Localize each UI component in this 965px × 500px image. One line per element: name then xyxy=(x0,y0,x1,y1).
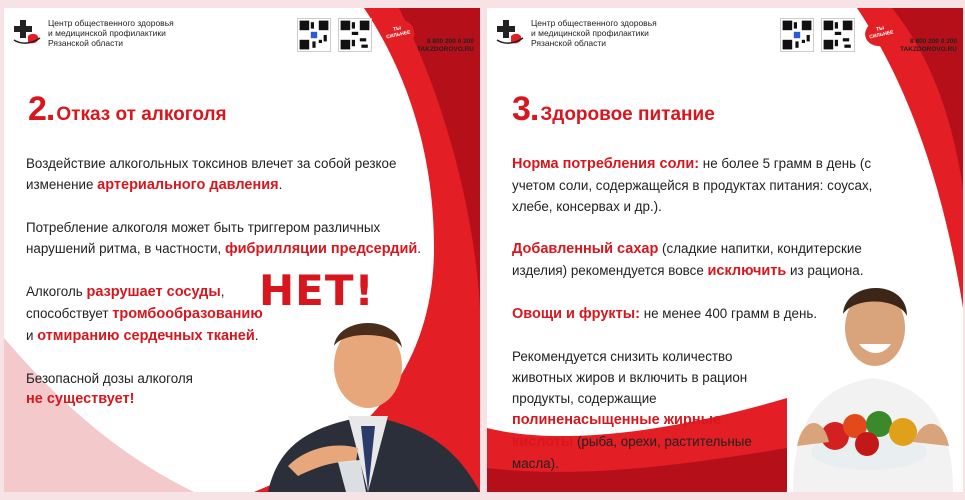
phone-number[interactable]: 8 800 200 0 200 xyxy=(910,38,957,45)
qr-code-vk[interactable] xyxy=(297,18,331,52)
slide-nutrition xyxy=(487,8,963,492)
slide-title xyxy=(512,90,715,129)
slide-alcohol xyxy=(4,8,480,492)
qr-code-site[interactable] xyxy=(338,18,372,52)
site-link[interactable]: TAKZDOROVO.RU xyxy=(900,46,957,53)
title-text: Отказ от алкоголя xyxy=(56,104,227,125)
title-number: 2. xyxy=(28,90,55,128)
org-logo xyxy=(12,18,174,48)
paragraph-vessels: Алкоголь разрушает сосуды, способствует тромбообразованию и отмиранию сердечных тканей. xyxy=(26,284,263,344)
cross-heart-icon xyxy=(495,18,525,46)
org-name-line1: Центр общественного здоровья xyxy=(48,18,174,28)
org-logo xyxy=(495,18,657,48)
cross-heart-icon xyxy=(12,18,42,46)
paragraph-no-safe-dose: Безопасной дозы алкоголя не существует! xyxy=(26,371,193,407)
paragraph-pressure: Воздействие алкогольных токсинов влечет за собой резкое изменение артериального давления. xyxy=(26,156,397,193)
paragraph-sugar: Добавленный сахар (сладкие напитки, кондитерские изделия) рекомендуется вовсе исключить из рациона. xyxy=(512,241,864,279)
contacts xyxy=(897,38,957,54)
paragraph-arrhythmia: Потребление алкоголя может быть триггером различных нарушений ритма, в частности, фибрилляции предсердий. xyxy=(26,220,422,257)
org-name-line2: и медицинской профилактики xyxy=(531,28,649,38)
org-name-line2: и медицинской профилактики xyxy=(48,28,166,38)
paragraph-salt: Норма потребления соли: не более 5 грамм в день (с учетом соли, содержащейся в продуктах питания: соусах, хлебе, консервах и др.). xyxy=(512,156,873,214)
phone-number[interactable]: 8 800 200 0 200 xyxy=(427,38,474,45)
paragraph-fats: Рекомендуется снизить количество животных жиров и включить в рацион продукты, содержащие полиненасыщенные жирные кислоты (рыба, орехи, растительные масла). xyxy=(512,349,752,471)
org-name-line1: Центр общественного здоровья xyxy=(531,18,657,28)
poster-word-net: НЕТ! xyxy=(259,266,375,315)
paragraph-vegetables: Овощи и фрукты: не менее 400 грамм в день. xyxy=(512,306,818,322)
site-link[interactable]: TAKZDOROVO.RU xyxy=(417,46,474,53)
brand-badge: ТЫ СИЛЬНЕЕ xyxy=(863,17,900,49)
title-text: Здоровое питание xyxy=(540,104,715,125)
contacts xyxy=(414,38,474,54)
org-name-line3: Рязанской области xyxy=(531,38,607,48)
brand-badge: ТЫ СИЛЬНЕЕ xyxy=(380,17,417,49)
title-number: 3. xyxy=(512,90,539,128)
qr-code-site[interactable] xyxy=(821,18,855,52)
man-with-vegetables-illustration xyxy=(783,266,963,492)
slide-title xyxy=(28,90,227,129)
qr-code-vk[interactable] xyxy=(780,18,814,52)
org-name-line3: Рязанской области xyxy=(48,38,124,48)
